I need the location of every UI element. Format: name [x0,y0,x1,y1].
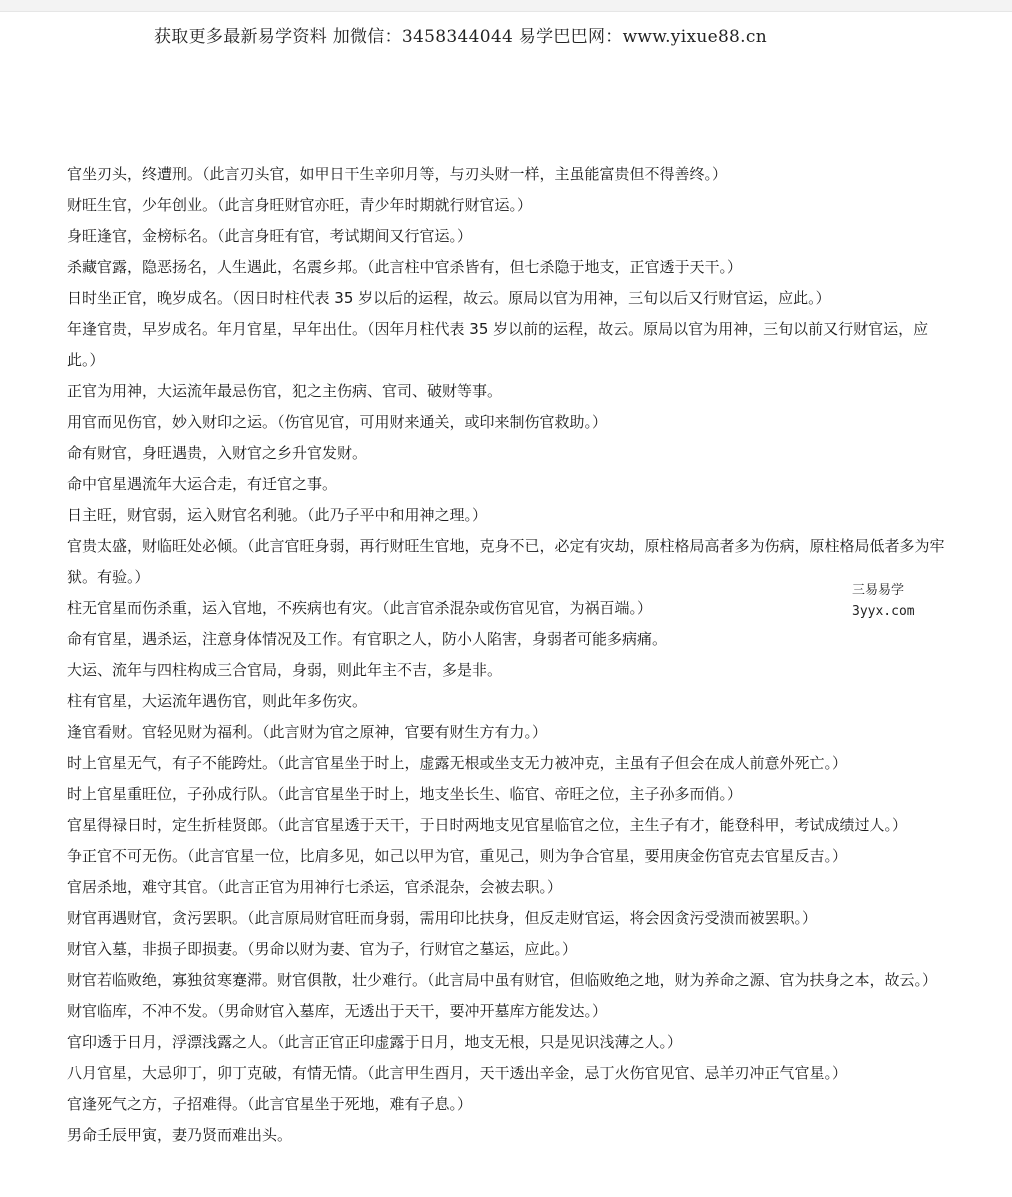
paragraph: 柱无官星而伤杀重，运入官地，不疾病也有灾。（此言官杀混杂或伤官见官，为祸百端。） [67,599,653,617]
paragraph: 命有官星，遇杀运，注意身体情况及工作。有官职之人，防小人陷害，身弱者可能多病痛。 [67,630,668,648]
paragraph: 官星得禄日时，定生折桂贤郎。（此言官星透于天干，于日时两地支见官星临官之位，主生子有才，能登科甲，考试成绩过人。） [67,816,908,834]
document-body [67,159,953,1151]
paragraph: 官坐刃头，终遭刑。（此言刃头官，如甲日干生辛卯月等，与刃头财一样，主虽能富贵但不得善终。） [67,165,728,183]
site-watermark [852,580,915,622]
paragraph: 日时坐正官，晚岁成名。（因日时柱代表 35 岁以后的运程，故云。原局以官为用神，三旬以后又行财官运，应此。） [67,289,831,307]
paragraph: 时上官星无气，有子不能跨灶。（此言官星坐于时上，虚露无根或坐支无力被冲克，主虽有子但会在成人前意外死亡。） [67,754,848,772]
top-rule [0,0,1012,12]
paragraph: 命有财官，身旺遇贵，入财官之乡升官发财。 [67,444,368,462]
paragraph: 男命壬辰甲寅，妻乃贤而难出头。 [67,1126,293,1144]
paragraph: 财官入墓，非损子即损妻。（男命以财为妻、官为子，行财官之墓运，应此。） [67,940,578,958]
page-header-banner: 获取更多最新易学资料 加微信：3458344044 易学巴巴网：www.yixue88.cn [154,27,767,47]
paragraph: 财旺生官，少年创业。（此言身旺财官亦旺，青少年时期就行财官运。） [67,196,533,214]
watermark-title: 三易易学 [852,583,905,598]
paragraph: 时上官星重旺位，子孙成行队。（此言官星坐于时上，地支坐长生、临官、帝旺之位，主子孙多而俏。） [67,785,743,803]
paragraph: 财官若临败绝，寡独贫寒蹇滞。财官俱散，壮少难行。（此言局中虽有财官，但临败绝之地，财为养命之源、官为扶身之本，故云。） [67,971,938,989]
paragraph: 逢官看财。官轻见财为福利。（此言财为官之原神，官要有财生方有力。） [67,723,548,741]
paragraph: 用官而见伤官，妙入财印之运。（伤官见官，可用财来通关，或印来制伤官救助。） [67,413,608,431]
paragraph: 官贵太盛，财临旺处必倾。（此言官旺身弱，再行财旺生官地，克身不已，必定有灾劫，原柱格局高者多为伤病，原柱格局低者多为牢狱。有验。） [67,537,945,586]
paragraph: 官居杀地，难守其官。（此言正官为用神行七杀运，官杀混杂，会被去职。） [67,878,563,896]
paragraph: 命中官星遇流年大运合走，有迁官之事。 [67,475,338,493]
paragraph: 财官临库，不冲不发。（男命财官入墓库，无透出于天干，要冲开墓库方能发达。） [67,1002,608,1020]
paragraph: 身旺逢官，金榜标名。（此言身旺有官，考试期间又行官运。） [67,227,473,245]
paragraph: 柱有官星，大运流年遇伤官，则此年多伤灾。 [67,692,368,710]
paragraph: 八月官星，大忌卯丁，卯丁克破，有情无情。（此言甲生酉月，天干透出辛金，忌丁火伤官见官、忌羊刃冲正气官星。） [67,1064,848,1082]
paragraph: 大运、流年与四柱构成三合官局，身弱，则此年主不吉，多是非。 [67,661,503,679]
paragraph: 杀藏官露，隐恶扬名，人生遇此，名震乡邦。（此言柱中官杀皆有，但七杀隐于地支，正官透于天干。） [67,258,743,276]
paragraph: 争正官不可无伤。（此言官星一位，比肩多见，如己以甲为官，重见己，则为争合官星，要用庚金伤官克去官星反吉。） [67,847,848,865]
paragraph: 年逢官贵，早岁成名。年月官星，早年出仕。（因年月柱代表 35 岁以前的运程，故云。原局以官为用神，三旬以前又行财官运，应此。） [67,320,929,369]
paragraph: 官逢死气之方，子招难得。（此言官星坐于死地，难有子息。） [67,1095,473,1113]
paragraph: 日主旺，财官弱，运入财官名利驰。（此乃子平中和用神之理。） [67,506,488,524]
paragraph: 财官再遇财官，贪污罢职。（此言原局财官旺而身弱，需用印比扶身，但反走财官运，将会因贪污受溃而被罢职。） [67,909,818,927]
paragraph: 正官为用神，大运流年最忌伤官，犯之主伤病、官司、破财等事。 [67,382,503,400]
watermark-domain: 3yyx.com [852,604,915,619]
paragraph: 官印透于日月，浮漂浅露之人。（此言正官正印虚露于日月，地支无根，只是见识浅薄之人。） [67,1033,683,1051]
